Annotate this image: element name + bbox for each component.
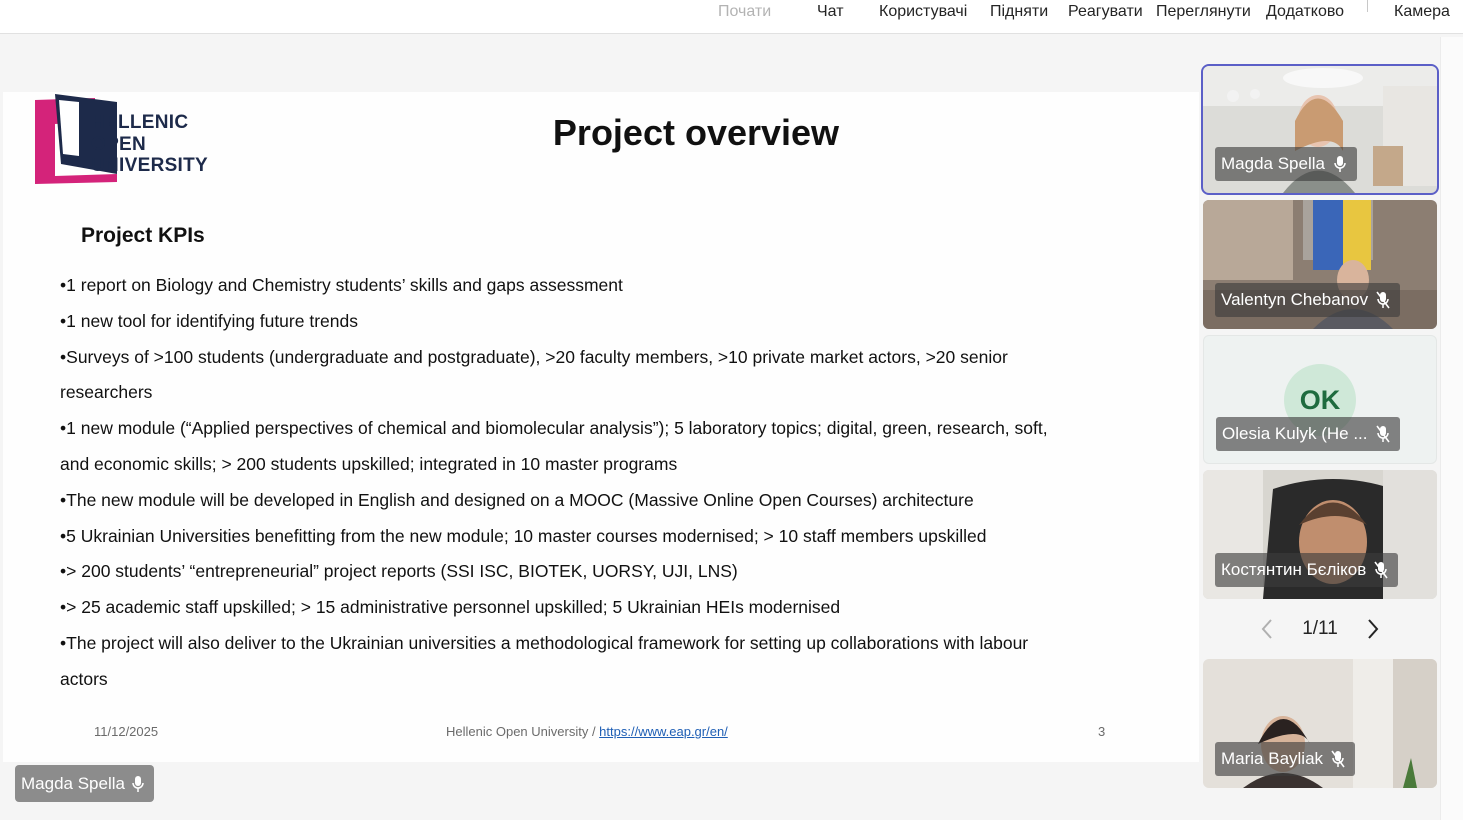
participant-name: Maria Bayliak — [1221, 749, 1324, 768]
kpi-item: • Surveys of >100 students (undergraduate and postgraduate), >20 faculty members, >10 private market actors, >20 senior researchers — [60, 340, 1080, 412]
participant-name: Magda Spella — [1221, 154, 1325, 173]
meeting-toolbar — [0, 0, 1463, 34]
participant-tile[interactable] — [1203, 200, 1437, 329]
participant-avatar: OK — [1284, 364, 1356, 436]
participant-name-chip — [1215, 147, 1357, 181]
view-button[interactable]: Переглянути — [1156, 3, 1251, 20]
microphone-muted-icon — [1376, 425, 1390, 443]
participant-name-chip — [1215, 283, 1400, 317]
more-button[interactable]: Додатково — [1266, 3, 1345, 20]
kpi-item: • > 25 academic staff upskilled; > 15 administrative personnel upskilled; 5 Ukrainian HEIs modernised — [60, 590, 1080, 626]
kpi-heading: Project KPIs — [81, 224, 205, 247]
participant-tile[interactable] — [1203, 470, 1437, 599]
kpi-item: • The project will also deliver to the Ukrainian universities a methodological framework for setting up collaborations with labour actors — [60, 626, 1080, 698]
microphone-muted-icon — [1331, 750, 1345, 768]
participant-tile[interactable] — [1203, 659, 1437, 788]
microphone-muted-icon — [1376, 291, 1390, 309]
slide-title: Project overview — [552, 112, 840, 153]
react-button[interactable]: Реагувати — [1068, 3, 1143, 20]
raise-hand-button[interactable]: Підняти — [990, 3, 1049, 20]
camera-button[interactable]: Камера — [1394, 3, 1450, 20]
pager-label: 1/11 — [1302, 618, 1338, 639]
join-button[interactable]: Почати — [718, 3, 772, 20]
participant-pager — [1260, 615, 1380, 643]
next-page-icon[interactable] — [1366, 617, 1380, 641]
shared-slide — [3, 92, 1199, 762]
kpi-item: • > 200 students’ “entrepreneurial” project reports (SSI ISC, BIOTEK, UORSY, UJI, LNS) — [60, 554, 1080, 590]
microphone-icon — [131, 775, 145, 793]
participant-tile[interactable] — [1203, 66, 1437, 193]
kpi-item: • 1 new tool for identifying future trends — [60, 304, 1080, 340]
microphone-icon — [1333, 155, 1347, 173]
footer-org-text: Hellenic Open University / — [446, 724, 600, 739]
footer-page-number: 3 — [1098, 724, 1106, 739]
people-button[interactable]: Користувачі — [879, 3, 968, 20]
kpi-list — [60, 268, 1080, 698]
microphone-muted-icon — [1374, 561, 1388, 579]
participant-name: Olesia Kulyk (Не ... — [1222, 424, 1368, 443]
participant-name: Valentyn Chebanov — [1221, 290, 1369, 309]
kpi-item: • 5 Ukrainian Universities benefitting from the new module; 10 master courses modernised; > 10 staff members upskilled — [60, 519, 1080, 555]
footer-org — [446, 724, 728, 739]
previous-page-icon[interactable] — [1260, 617, 1274, 641]
chat-button[interactable]: Чат — [817, 3, 844, 20]
kpi-item: • The new module will be developed in English and designed on a MOOC (Massive Online Open Courses) architecture — [60, 483, 1080, 519]
footer-link[interactable]: https://www.eap.gr/en/ — [599, 724, 728, 739]
presenter-name-label — [15, 765, 154, 802]
kpi-item: • 1 new module (“Applied perspectives of chemical and biomolecular analysis”); 5 laboratory topics; digital, green, research, soft, and economic skills; > 200 students upskilled; integrated in 10 master programs — [60, 411, 1080, 483]
presenter-name: Magda Spella — [21, 773, 125, 793]
footer-date: 11/12/2025 — [94, 724, 159, 739]
kpi-item: • 1 report on Biology and Chemistry students’ skills and gaps assessment — [60, 268, 1080, 304]
participant-tile[interactable] — [1203, 335, 1437, 464]
toolbar-divider — [1367, 0, 1368, 12]
participant-name: Костянтин Бєліков — [1221, 560, 1367, 579]
logo-text: HELLENIC OPEN UNIVERSITY — [91, 112, 209, 176]
participant-name-chip — [1216, 417, 1400, 451]
participant-name-chip — [1215, 553, 1398, 587]
participant-name-chip — [1215, 742, 1355, 776]
scrollbar[interactable] — [1440, 37, 1463, 820]
